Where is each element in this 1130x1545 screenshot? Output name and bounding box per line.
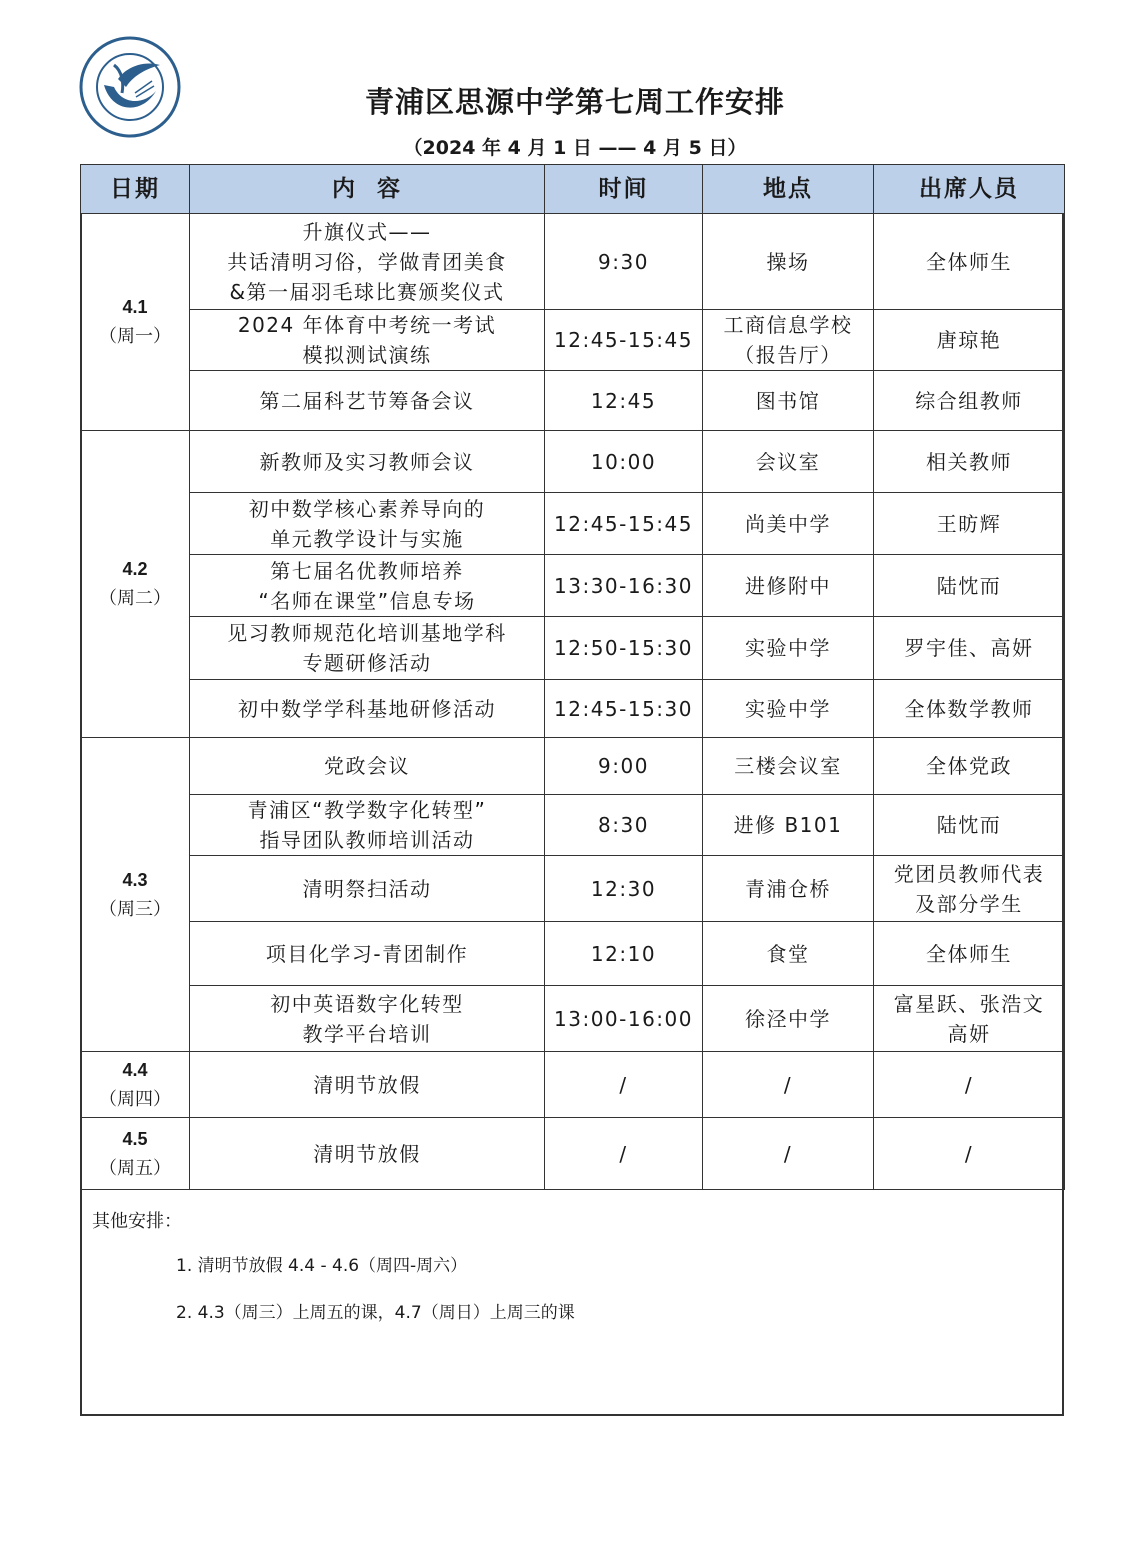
table-row [81, 1052, 1065, 1118]
place-cell: 徐泾中学 [703, 986, 874, 1052]
date-value: 4.4 [122, 1059, 148, 1080]
time-cell: / [545, 1118, 703, 1190]
content-line: &第一届羽毛球比赛颁奖仪式 [229, 279, 505, 304]
date-value: 4.1 [122, 297, 148, 317]
content-cell [190, 555, 545, 617]
table-row [81, 986, 1065, 1052]
table-row [81, 493, 1065, 555]
table-row [81, 310, 1065, 371]
content-cell: 项目化学习-青团制作 [190, 922, 545, 986]
other-arrangement-item: 1. 清明节放假 4.4 - 4.6（周四-周六） [176, 1256, 468, 1276]
date-cell [81, 1052, 190, 1118]
attendees-cell: 陆忱而 [874, 795, 1065, 856]
content-line: 2024 年体育中考统一考试 [237, 313, 497, 337]
place-cell: 食堂 [703, 922, 874, 986]
time-cell: 13:00-16:00 [545, 986, 703, 1052]
place-cell: 会议室 [703, 431, 874, 493]
time-cell: 12:45 [545, 371, 703, 431]
content-line: 指导团队教师培训活动 [259, 828, 475, 852]
content-line: 升旗仪式—— [302, 219, 432, 244]
content-line: 专题研修活动 [302, 651, 432, 675]
place-cell: 三楼会议室 [703, 738, 874, 795]
date-value: 4.5 [122, 1128, 148, 1149]
place-cell: 尚美中学 [703, 493, 874, 555]
place-cell: 实验中学 [703, 680, 874, 738]
content-cell [190, 617, 545, 680]
place-line: 工商信息学校 [723, 313, 853, 337]
attendees-cell: 综合组教师 [874, 371, 1065, 431]
table-row [81, 431, 1065, 493]
attendees-cell: 全体师生 [874, 922, 1065, 986]
table-row [81, 371, 1065, 431]
attendees-line: 党团员教师代表 [893, 861, 1045, 886]
time-cell: 9:30 [545, 214, 703, 310]
attendees-cell: 陆忱而 [874, 555, 1065, 617]
attendees-cell: 相关教师 [874, 431, 1065, 493]
other-arrangement-item: 2. 4.3（周三）上周五的课，4.7（周日）上周三的课 [176, 1303, 575, 1323]
table-row [81, 555, 1065, 617]
col-header-attendees: 出席人员 [874, 165, 1065, 214]
weekday-label: （周二） [99, 588, 171, 609]
place-cell: 操场 [703, 214, 874, 310]
table-row [81, 738, 1065, 795]
page-title: 青浦区思源中学第七周工作安排 [364, 85, 785, 119]
place-cell: 进修 B101 [703, 795, 874, 856]
place-cell [703, 310, 874, 371]
table-row [81, 680, 1065, 738]
attendees-line: 及部分学生 [915, 891, 1023, 916]
attendees-cell: 唐琼艳 [874, 310, 1065, 371]
time-cell: 8:30 [545, 795, 703, 856]
content-line: “名师在课堂”信息专场 [258, 588, 476, 613]
content-line: 见习教师规范化培训基地学科 [227, 621, 507, 645]
attendees-cell: / [874, 1052, 1065, 1118]
weekday-label: （周四） [99, 1088, 171, 1110]
time-cell: 12:30 [545, 856, 703, 922]
table-row [81, 795, 1065, 856]
content-cell [190, 986, 545, 1052]
attendees-cell: 罗宇佳、高妍 [874, 617, 1065, 680]
date-value: 4.2 [122, 559, 148, 579]
time-cell: 9:00 [545, 738, 703, 795]
place-cell: / [703, 1052, 874, 1118]
content-line: 第七届名优教师培养 [270, 558, 464, 583]
attendees-cell [874, 856, 1065, 922]
date-cell [81, 214, 190, 431]
time-cell: 12:45-15:45 [545, 493, 703, 555]
col-header-place: 地点 [703, 165, 874, 214]
other-arrangements-label: 其他安排： [92, 1211, 182, 1232]
attendees-cell: / [874, 1118, 1065, 1190]
content-cell: 清明祭扫活动 [190, 856, 545, 922]
content-cell [190, 795, 545, 856]
attendees-cell: 全体数学教师 [874, 680, 1065, 738]
attendees-line: 富星跃、张浩文 [893, 991, 1045, 1016]
content-line: 初中数学核心素养导向的 [248, 496, 486, 521]
content-cell: 初中数学学科基地研修活动 [190, 680, 545, 738]
table-row [81, 856, 1065, 922]
place-cell: 青浦仓桥 [703, 856, 874, 922]
col-header-content: 内 容 [190, 165, 545, 214]
place-cell: 实验中学 [703, 617, 874, 680]
content-cell: 清明节放假 [190, 1118, 545, 1190]
content-line: 教学平台培训 [302, 1021, 432, 1046]
table-row [81, 1118, 1065, 1190]
time-cell: 12:10 [545, 922, 703, 986]
time-cell: 12:45-15:30 [545, 680, 703, 738]
attendees-cell: 全体师生 [874, 214, 1065, 310]
content-line: 初中英语数字化转型 [270, 991, 464, 1016]
content-cell [190, 493, 545, 555]
attendees-cell [874, 986, 1065, 1052]
date-value: 4.3 [122, 869, 148, 890]
table-row [81, 922, 1065, 986]
weekday-label: （周五） [99, 1157, 171, 1179]
content-cell: 清明节放假 [190, 1052, 545, 1118]
content-cell [190, 214, 545, 310]
content-line: 共话清明习俗，学做青团美食 [227, 249, 507, 274]
weekday-label: （周三） [99, 898, 171, 920]
attendees-cell: 王昉辉 [874, 493, 1065, 555]
content-cell: 新教师及实习教师会议 [190, 431, 545, 493]
col-header-time: 时间 [545, 165, 703, 214]
time-cell: 12:50-15:30 [545, 617, 703, 680]
place-line: （报告厅） [734, 343, 842, 367]
time-cell: 10:00 [545, 431, 703, 493]
date-cell [81, 1118, 190, 1190]
place-cell: / [703, 1118, 874, 1190]
date-cell [81, 431, 190, 738]
date-range: （2024 年 4 月 1 日 —— 4 月 5 日） [403, 137, 747, 159]
weekday-label: （周一） [99, 326, 171, 347]
place-cell: 图书馆 [703, 371, 874, 431]
table-row [81, 617, 1065, 680]
table-row [81, 214, 1065, 310]
content-cell: 党政会议 [190, 738, 545, 795]
schedule-table [80, 164, 1065, 1190]
content-cell [190, 310, 545, 371]
content-line: 单元教学设计与实施 [270, 526, 464, 551]
header-row [81, 165, 1065, 214]
content-line: 青浦区“教学数字化转型” [247, 798, 487, 822]
content-line: 模拟测试演练 [302, 343, 432, 367]
date-cell [81, 738, 190, 1052]
time-cell: 12:45-15:45 [545, 310, 703, 371]
col-header-date: 日期 [81, 165, 190, 214]
attendees-line: 高妍 [947, 1021, 991, 1046]
attendees-cell: 全体党政 [874, 738, 1065, 795]
time-cell: / [545, 1052, 703, 1118]
content-cell: 第二届科艺节筹备会议 [190, 371, 545, 431]
time-cell: 13:30-16:30 [545, 555, 703, 617]
place-cell: 进修附中 [703, 555, 874, 617]
